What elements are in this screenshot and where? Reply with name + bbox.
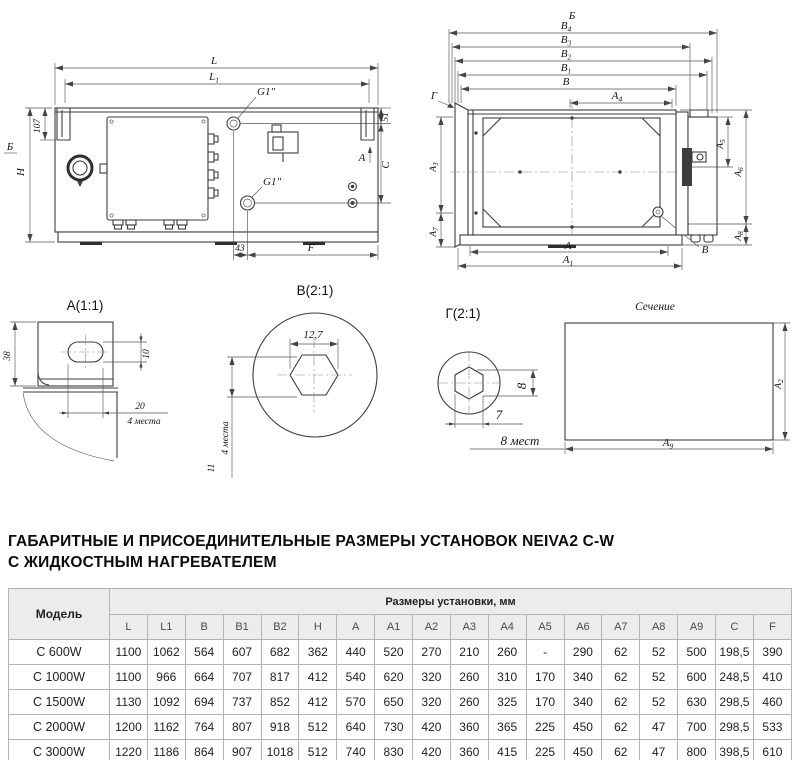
- value-cell: 737: [223, 690, 261, 715]
- view-arrow-b: Б: [6, 141, 14, 153]
- value-cell: 730: [375, 715, 413, 740]
- column-header-A1: A1: [375, 615, 413, 640]
- dim-label-43: 43: [235, 244, 245, 254]
- value-cell: 270: [413, 640, 451, 665]
- side-view-drawing: [4, 55, 392, 260]
- value-cell: 390: [753, 640, 791, 665]
- column-header-A2: A2: [413, 615, 451, 640]
- detail-a-view: [3, 298, 168, 461]
- dim-label-A2: $А_2$: [774, 379, 785, 389]
- value-cell: 640: [337, 715, 375, 740]
- value-cell: 290: [564, 640, 602, 665]
- value-cell: 1018: [261, 740, 299, 760]
- value-cell: 907: [223, 740, 261, 760]
- corner-hole: [653, 207, 663, 217]
- column-header-A4: A4: [488, 615, 526, 640]
- dim-label-38: 38: [3, 351, 13, 361]
- value-cell: 700: [678, 715, 716, 740]
- value-cell: 420: [413, 740, 451, 760]
- dim-label-A: А: [564, 240, 572, 252]
- table-row: [9, 715, 792, 740]
- value-cell: 450: [564, 715, 602, 740]
- dimensions-table: [8, 588, 792, 760]
- value-cell: 1162: [147, 715, 185, 740]
- value-cell: 630: [678, 690, 716, 715]
- value-cell: 520: [375, 640, 413, 665]
- dim-label-11: 11: [207, 463, 217, 473]
- dim-label-A5: $А_5$: [716, 139, 727, 149]
- model-cell: С 1500W: [9, 690, 110, 715]
- value-cell: 398,5: [716, 740, 754, 760]
- g1-port-top: [227, 117, 240, 130]
- dim-label-10: 10: [142, 349, 152, 359]
- value-cell: 62: [602, 690, 640, 715]
- model-column-header: Модель: [9, 589, 110, 640]
- value-cell: 225: [526, 715, 564, 740]
- value-cell: 360: [450, 715, 488, 740]
- value-cell: 260: [488, 640, 526, 665]
- value-cell: 412: [299, 665, 337, 690]
- dim-label-7: 7: [495, 407, 503, 422]
- dim-label-51: 51: [381, 112, 391, 122]
- value-cell: 500: [678, 640, 716, 665]
- value-cell: 620: [375, 665, 413, 690]
- page-title-line1: ГАБАРИТНЫЕ И ПРИСОЕДИНИТЕЛЬНЫЕ РАЗМЕРЫ УСТАНОВОК NEIVA2 C-W: [8, 533, 615, 550]
- dim-label-12-7: 12,7: [303, 329, 323, 341]
- dim-label-F: F: [307, 242, 315, 254]
- detail-g-places: 8 мест: [500, 433, 540, 448]
- dim-label-B3: $В_3$: [560, 34, 572, 48]
- value-cell: 460: [753, 690, 791, 715]
- table-row: [9, 640, 792, 665]
- table-row: [9, 690, 792, 715]
- value-cell: 807: [223, 715, 261, 740]
- column-header-A6: A6: [564, 615, 602, 640]
- value-cell: 260: [450, 690, 488, 715]
- motor-box: [688, 117, 717, 235]
- value-cell: 340: [564, 665, 602, 690]
- value-cell: 410: [753, 665, 791, 690]
- value-cell: 570: [337, 690, 375, 715]
- dim-label-L1: $L_1$: [209, 71, 219, 85]
- value-cell: 564: [185, 640, 223, 665]
- detail-b-pointer: В: [701, 244, 709, 256]
- column-header-B2: B2: [261, 615, 299, 640]
- value-cell: 62: [602, 640, 640, 665]
- value-cell: 320: [413, 690, 451, 715]
- value-cell: 52: [640, 665, 678, 690]
- value-cell: 830: [375, 740, 413, 760]
- dim-label-B2: $В_2$: [560, 48, 572, 62]
- column-header-B: B: [185, 615, 223, 640]
- value-cell: 1092: [147, 690, 185, 715]
- dim-label-20: 20: [135, 402, 145, 412]
- table-body: [9, 640, 792, 760]
- value-cell: 320: [413, 665, 451, 690]
- unit-body: [55, 108, 378, 232]
- value-cell: -: [526, 640, 564, 665]
- table-row: [9, 740, 792, 760]
- column-header-H: H: [299, 615, 337, 640]
- value-cell: 310: [488, 665, 526, 690]
- dim-label-A8: $А_8$: [734, 231, 745, 241]
- value-cell: 47: [640, 740, 678, 760]
- value-cell: 360: [450, 740, 488, 760]
- detail-g-pointer: Г: [430, 90, 438, 102]
- value-cell: 1220: [110, 740, 148, 760]
- value-cell: 198,5: [716, 640, 754, 665]
- value-cell: 170: [526, 690, 564, 715]
- value-cell: 260: [450, 665, 488, 690]
- top-view-drawing: [429, 10, 752, 270]
- column-header-A8: A8: [640, 615, 678, 640]
- value-cell: 365: [488, 715, 526, 740]
- detail-g-view: [438, 306, 564, 449]
- value-cell: 918: [261, 715, 299, 740]
- value-cell: 210: [450, 640, 488, 665]
- value-cell: 764: [185, 715, 223, 740]
- view-title-b: Б: [568, 10, 576, 22]
- dim-label-107: 107: [33, 118, 43, 134]
- value-cell: 664: [185, 665, 223, 690]
- model-cell: С 3000W: [9, 740, 110, 760]
- detail-a-places: 4 места: [127, 417, 161, 427]
- section-rect: [565, 323, 773, 440]
- value-cell: 740: [337, 740, 375, 760]
- dim-label-A1: $А_1$: [562, 254, 574, 268]
- column-header-L: L: [110, 615, 148, 640]
- value-cell: 707: [223, 665, 261, 690]
- value-cell: 610: [753, 740, 791, 760]
- dim-label-C: С: [380, 161, 392, 169]
- dim-label-B1: $В_1$: [560, 62, 572, 76]
- value-cell: 1062: [147, 640, 185, 665]
- dim-label-B: В: [562, 76, 570, 88]
- column-header-C: C: [716, 615, 754, 640]
- value-cell: 248,5: [716, 665, 754, 690]
- value-cell: 440: [337, 640, 375, 665]
- value-cell: 1100: [110, 640, 148, 665]
- dim-label-A6: $А_6$: [734, 167, 745, 177]
- value-cell: 1186: [147, 740, 185, 760]
- model-cell: С 1000W: [9, 665, 110, 690]
- bracket-detail: [38, 322, 113, 386]
- detail-b-places: 4 места: [221, 421, 231, 455]
- value-cell: 817: [261, 665, 299, 690]
- dim-label-A9: $А_9$: [662, 437, 674, 451]
- value-cell: 852: [261, 690, 299, 715]
- column-header-A: A: [337, 615, 375, 640]
- dim-label-g1-bottom: G1": [263, 176, 282, 188]
- value-cell: 607: [223, 640, 261, 665]
- dim-label-A3: $А_3$: [429, 162, 440, 172]
- group-header: Размеры установки, мм: [110, 589, 792, 615]
- value-cell: 298,5: [716, 715, 754, 740]
- value-cell: 1200: [110, 715, 148, 740]
- detail-a-pointer: А: [358, 152, 366, 164]
- value-cell: 540: [337, 665, 375, 690]
- g1-port-bottom: [241, 196, 255, 210]
- model-cell: С 600W: [9, 640, 110, 665]
- value-cell: 340: [564, 690, 602, 715]
- page-title-line2: С ЖИДКОСТНЫМ НАГРЕВАТЕЛЕМ: [8, 554, 277, 571]
- value-cell: 1130: [110, 690, 148, 715]
- control-box: [107, 117, 218, 229]
- value-cell: 298,5: [716, 690, 754, 715]
- column-header-A9: A9: [678, 615, 716, 640]
- value-cell: 415: [488, 740, 526, 760]
- column-header-B1: B1: [223, 615, 261, 640]
- dim-label-g1-top: G1": [257, 86, 276, 98]
- column-header-A7: A7: [602, 615, 640, 640]
- value-cell: 225: [526, 740, 564, 760]
- value-cell: 412: [299, 690, 337, 715]
- value-cell: 600: [678, 665, 716, 690]
- unit-base: [58, 232, 378, 242]
- value-cell: 362: [299, 640, 337, 665]
- value-cell: 650: [375, 690, 413, 715]
- left-flange: [455, 103, 468, 247]
- dim-label-B4: $В_4$: [560, 20, 572, 34]
- value-cell: 512: [299, 740, 337, 760]
- value-cell: 420: [413, 715, 451, 740]
- table-subheader-row: [9, 615, 792, 640]
- value-cell: 450: [564, 740, 602, 760]
- value-cell: 682: [261, 640, 299, 665]
- table-header-row: [9, 589, 792, 615]
- column-header-A5: A5: [526, 615, 564, 640]
- value-cell: 52: [640, 690, 678, 715]
- value-cell: 800: [678, 740, 716, 760]
- table-row: [9, 665, 792, 690]
- detail-b-view: [207, 283, 377, 478]
- value-cell: 1100: [110, 665, 148, 690]
- terminal-block: [682, 148, 692, 186]
- value-cell: 325: [488, 690, 526, 715]
- dim-label-8: 8: [514, 382, 529, 390]
- column-header-A3: A3: [450, 615, 488, 640]
- dim-label-L: L: [210, 55, 218, 67]
- value-cell: 62: [602, 740, 640, 760]
- value-cell: 52: [640, 640, 678, 665]
- column-header-L1: L1: [147, 615, 185, 640]
- dim-label-A4: $А_4$: [611, 90, 623, 104]
- value-cell: 864: [185, 740, 223, 760]
- value-cell: 512: [299, 715, 337, 740]
- detail-g-title: Г(2:1): [445, 306, 481, 321]
- value-cell: 966: [147, 665, 185, 690]
- page-title: [8, 531, 788, 573]
- dim-label-A7: $А_7$: [429, 227, 440, 237]
- model-cell: С 2000W: [9, 715, 110, 740]
- value-cell: 533: [753, 715, 791, 740]
- column-header-F: F: [753, 615, 791, 640]
- section-view: [565, 301, 790, 454]
- value-cell: 694: [185, 690, 223, 715]
- dim-label-H: H: [15, 168, 27, 176]
- detail-b-title: В(2:1): [296, 283, 334, 298]
- detail-a-title: А(1:1): [66, 298, 104, 313]
- value-cell: 47: [640, 715, 678, 740]
- value-cell: 62: [602, 665, 640, 690]
- value-cell: 62: [602, 715, 640, 740]
- value-cell: 170: [526, 665, 564, 690]
- section-title: Сечение: [635, 301, 675, 313]
